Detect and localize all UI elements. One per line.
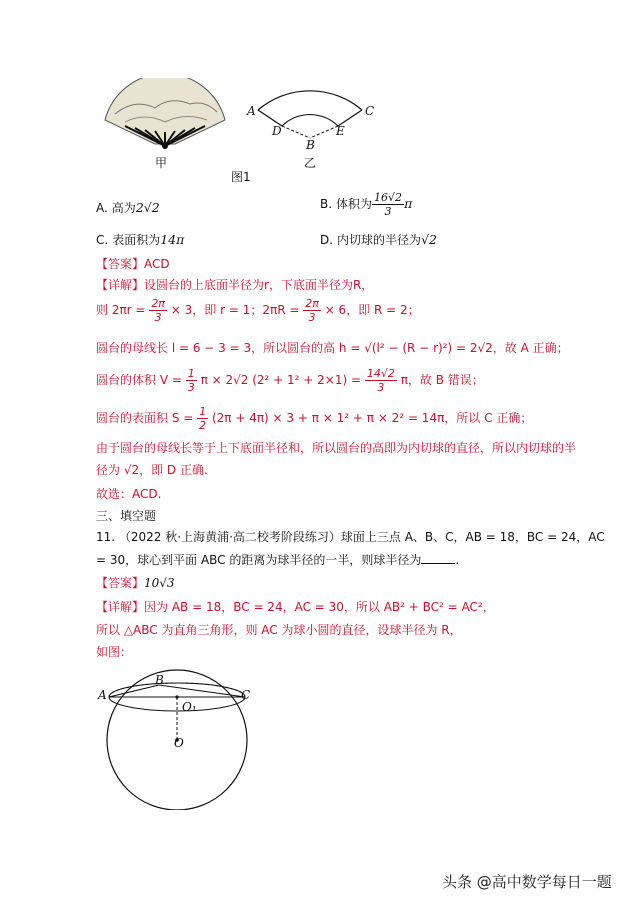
- detail-10-line1: 设圆台的上底面半径为r，下底面半径为R，: [144, 278, 374, 292]
- answer-10: [96, 255, 170, 272]
- option-c: [96, 231, 184, 248]
- detail-10-label: 【详解】: [96, 278, 145, 292]
- option-b-text: 体积为: [336, 197, 373, 211]
- frac-half-num: 1: [199, 405, 207, 418]
- label-yi: 乙: [304, 156, 317, 170]
- q11-line-2: [96, 551, 459, 568]
- option-d: [320, 231, 437, 248]
- sphere-point-a-label: A: [98, 688, 107, 702]
- frac-half-den: 2: [199, 419, 207, 432]
- frac-volume-num: 14√2: [366, 367, 395, 380]
- sphere-diagram: [96, 660, 256, 810]
- frac-third-den: 3: [187, 381, 195, 394]
- answer-10-label: 【答案】: [96, 257, 145, 271]
- watermark: 头条 @高中数学每日一题: [442, 873, 612, 891]
- point-a-label: A: [247, 104, 256, 118]
- answer-10-value: ACD: [144, 257, 170, 271]
- section-heading: 三、填空题: [96, 509, 157, 523]
- option-d-text: 内切球的半径为: [337, 233, 422, 247]
- detail-11-line-2: 所以 △ABC 为直角三角形，则 AC 为球小圆的直径，设球半径为 R，: [96, 623, 462, 637]
- q11-line2-end: .: [455, 553, 460, 567]
- detail-10-line4d: π × 2√2 (2² + 1² + 2×1) =: [200, 373, 362, 387]
- frac-volume-den: 3: [377, 381, 385, 394]
- option-b-prefix: B.: [320, 197, 333, 211]
- answer-11-label: 【答案】: [96, 576, 145, 590]
- frac-2pi-den-2: 3: [308, 311, 316, 324]
- detail-10-line-2: [96, 297, 420, 324]
- figure1-caption: 图1: [231, 170, 251, 184]
- option-b-tail: π: [404, 196, 413, 211]
- detail-10-line2g: × 6，即 R = 2；: [324, 303, 420, 317]
- frac-2pi-num-2: 2π: [305, 297, 319, 310]
- detail-10-line4a: 圆台的体积 V =: [96, 373, 182, 387]
- sphere-point-c-label: C: [241, 688, 251, 702]
- point-c-label: C: [365, 104, 375, 118]
- sphere-point-o1-label: O₁: [182, 700, 197, 714]
- point-b-label: B: [306, 138, 315, 152]
- detail-11-line1: 因为 AB = 18，BC = 24，AC = 30，所以 AB² + BC² = AC²，: [144, 600, 495, 614]
- detail-10-line-6: 由于圆台的母线长等于上下底面半径和，所以圆台的高即为内切球的直径，所以内切球的半: [96, 441, 577, 455]
- detail-10-line-5: [96, 405, 532, 432]
- detail-10-line5d: (2π + 4π) × 3 + π × 1² + π × 2² = 14π，所以 C 正确；: [211, 411, 533, 425]
- detail-10-line-4: [96, 367, 484, 394]
- option-a-prefix: A.: [96, 201, 108, 215]
- option-a-expr: 2√2: [135, 200, 160, 215]
- frac-third-num: 1: [187, 367, 195, 380]
- detail-10-line-1: [96, 276, 373, 293]
- option-b: [320, 191, 412, 218]
- detail-11-line-1: [96, 598, 495, 615]
- answer-11-value: 10√3: [144, 576, 175, 590]
- answer-11: [96, 574, 175, 591]
- point-d-label: D: [272, 124, 282, 138]
- label-jia: 甲: [155, 156, 168, 170]
- sphere-point-o-label: O: [174, 736, 184, 750]
- point-e-label: E: [336, 124, 345, 138]
- detail-10-line4g: π，故 B 错误；: [400, 373, 484, 387]
- detail-10-line2d: × 3，即 r = 1；2πR =: [170, 303, 300, 317]
- detail-10-line-3: 圆台的母线长 l = 6 − 3 = 3，所以圆台的高 h = √(l² − (R − r)²) = 2√2，故 A 正确；: [96, 341, 569, 355]
- frac-2pi-den-1: 3: [154, 311, 162, 324]
- fan-photo: [95, 78, 235, 150]
- q11-line2-text: = 30，球心到平面 ABC 的距离为球半径的一半，则球半径为: [96, 553, 422, 567]
- option-d-prefix: D.: [320, 233, 334, 247]
- option-a: [96, 199, 160, 216]
- detail-10-line2a: 则 2πr =: [96, 303, 146, 317]
- detail-10-line-7: 径为 √2，即 D 正确.: [96, 463, 208, 477]
- answer-blank: [421, 563, 455, 564]
- option-a-text: 高为: [111, 201, 136, 215]
- q11-line-1: 11. （2022 秋·上海黄浦·高二校考阶段练习）球面上三点 A、B、C，AB = 18，BC = 24，AC: [96, 530, 605, 544]
- detail-10-line5a: 圆台的表面积 S =: [96, 411, 194, 425]
- option-c-text: 表面积为: [112, 233, 161, 247]
- frac-2pi-num-1: 2π: [151, 297, 165, 310]
- detail-10-conclusion: 故选：ACD.: [96, 487, 162, 501]
- detail-11-line-3: 如图：: [96, 645, 133, 659]
- option-c-prefix: C.: [96, 233, 109, 247]
- option-c-expr: 14π: [160, 232, 185, 247]
- option-d-expr: √2: [421, 232, 437, 247]
- option-b-numerator: 16√2: [374, 191, 403, 204]
- detail-11-label: 【详解】: [96, 600, 145, 614]
- option-b-denominator: 3: [384, 205, 392, 218]
- sphere-point-b-label: B: [155, 673, 164, 687]
